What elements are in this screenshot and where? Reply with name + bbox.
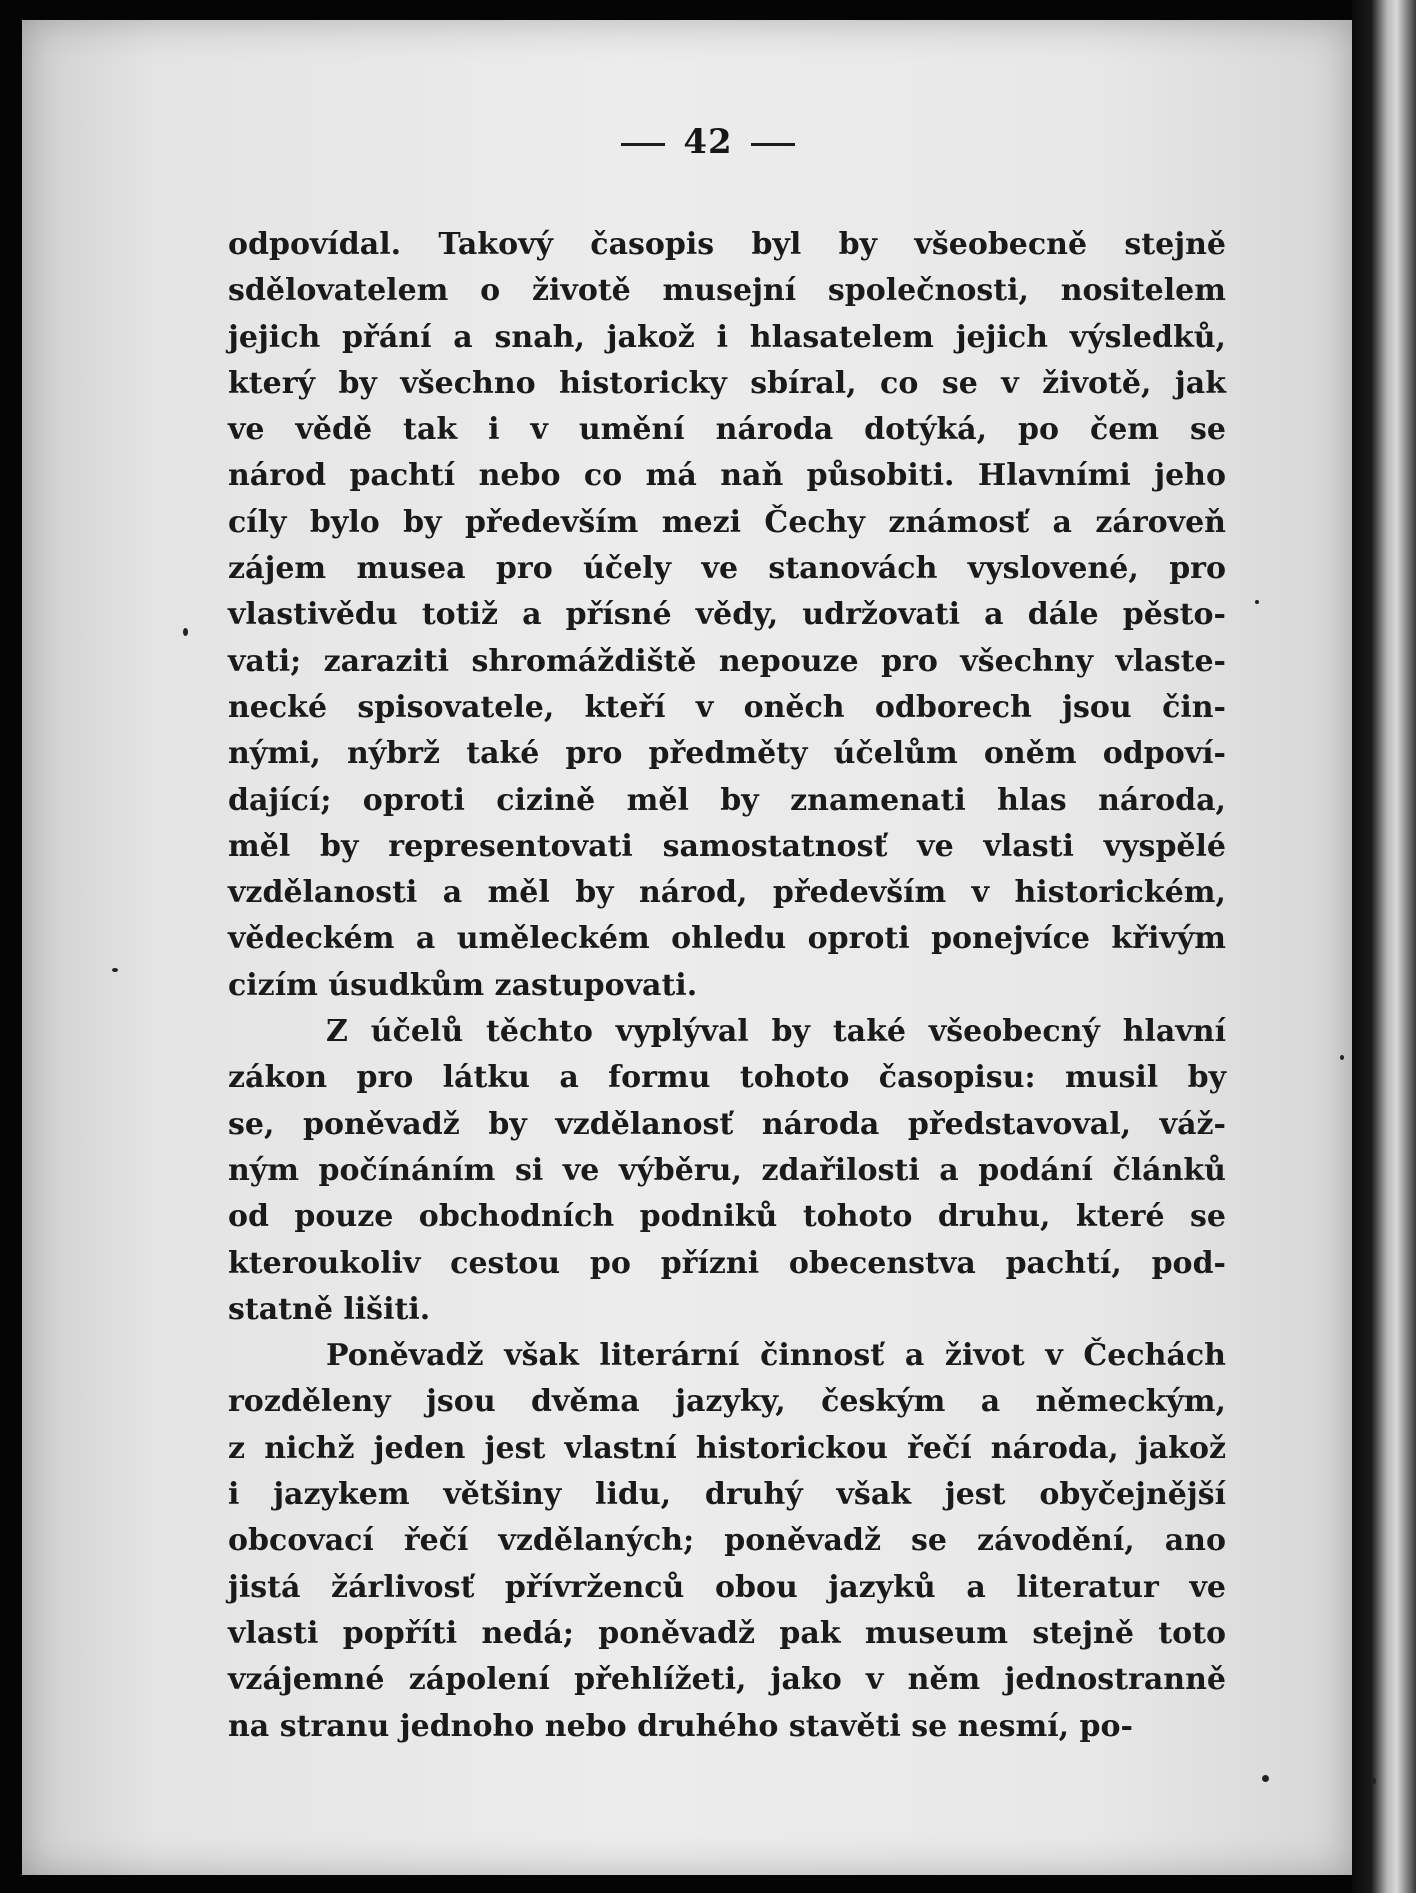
text-line: jejich přání a snah, jakož i hlasatelem jejich výsledků, <box>228 319 1226 355</box>
page-number-value: 42 <box>683 122 733 162</box>
scan-speck <box>183 628 188 636</box>
text-line: Poněvadž však literární činnosť a život v Čechách <box>326 1338 1226 1374</box>
text-line: sdělovatelem o životě musejní společnosti, nositelem <box>228 273 1226 309</box>
text-line: statně lišiti. <box>228 1291 431 1327</box>
text-line: který by všechno historicky sbíral, co se v životě, jak <box>228 365 1226 401</box>
text-line: vzájemné zápolení přehlížeti, jako v něm jednostranně <box>228 1662 1226 1698</box>
text-line: necké spisovatele, kteří v oněch odborech jsou čin- <box>228 689 1226 725</box>
text-line: z nichž jeden jest vlastní historickou řečí národa, jakož <box>228 1430 1226 1466</box>
text-line: rozděleny jsou dvěma jazyky, českým a německým, <box>228 1384 1226 1420</box>
text-line: odpovídal. Takový časopis byl by všeobecně stejně <box>228 227 1226 262</box>
text-line: národ pachtí nebo co má naň působiti. Hlavními jeho <box>228 458 1226 494</box>
text-line: od pouze obchodních podniků tohoto druhu, které se <box>228 1199 1226 1235</box>
text-line: cizím úsudkům zastupovati. <box>228 967 698 1003</box>
page-number <box>0 122 1416 162</box>
text-line: nými, nýbrž také pro předměty účelům oněm odpoví- <box>228 736 1226 772</box>
paragraph <box>228 222 1226 1009</box>
text-line: se, poněvadž by vzdělanosť národa představoval, váž- <box>228 1106 1226 1142</box>
body-text <box>228 222 1226 1750</box>
text-line: vlasti popříti nedá; poněvadž pak museum stejně toto <box>228 1615 1226 1651</box>
text-line: cíly bylo by především mezi Čechy známosť a zároveň <box>228 504 1226 540</box>
text-line: zájem musea pro účely ve stanovách vyslovené, pro <box>228 551 1226 587</box>
text-line: vědeckém a uměleckém ohledu oproti ponejvíce křivým <box>228 921 1226 957</box>
right-dash <box>751 143 795 146</box>
paragraph <box>228 1333 1226 1750</box>
text-line: vlastivědu totiž a přísné vědy, udržovati a dále pěsto- <box>228 597 1226 633</box>
paragraph <box>228 1009 1226 1333</box>
text-line: na stranu jednoho nebo druhého stavěti se nesmí, po- <box>228 1708 1133 1744</box>
scan-speck <box>112 968 118 972</box>
scan-speck <box>1255 600 1259 604</box>
text-line: kteroukoliv cestou po přízni obecenstva pachtí, pod- <box>228 1245 1226 1281</box>
text-line: Z účelů těchto vyplýval by také všeobecný hlavní <box>326 1014 1226 1050</box>
text-line: ným počínáním si ve výběru, zdařilosti a podání článků <box>228 1152 1226 1188</box>
text-line: obcovací řečí vzdělaných; poněvadž se závodění, ano <box>228 1523 1226 1559</box>
left-dash <box>621 143 665 146</box>
text-line: měl by representovati samostatnosť ve vlasti vyspělé <box>228 828 1226 864</box>
text-line: vzdělanosti a měl by národ, především v historickém, <box>228 875 1226 911</box>
scan-speck <box>1372 1778 1376 1784</box>
text-line: jistá žárlivosť přívrženců obou jazyků a literatur ve <box>228 1569 1226 1605</box>
scan-speck <box>1340 1055 1344 1060</box>
text-line: zákon pro látku a formu tohoto časopisu: musil by <box>228 1060 1226 1096</box>
scan-speck <box>1262 1775 1269 1782</box>
text-line: vati; zaraziti shromáždiště nepouze pro všechny vlaste- <box>228 643 1226 679</box>
text-line: i jazykem většiny lidu, druhý však jest obyčejnější <box>228 1477 1226 1513</box>
text-line: dající; oproti cizině měl by znamenati hlas národa, <box>228 782 1226 818</box>
book-binding-edge <box>1352 0 1416 1893</box>
text-line: ve vědě tak i v umění národa dotýká, po čem se <box>228 412 1226 448</box>
